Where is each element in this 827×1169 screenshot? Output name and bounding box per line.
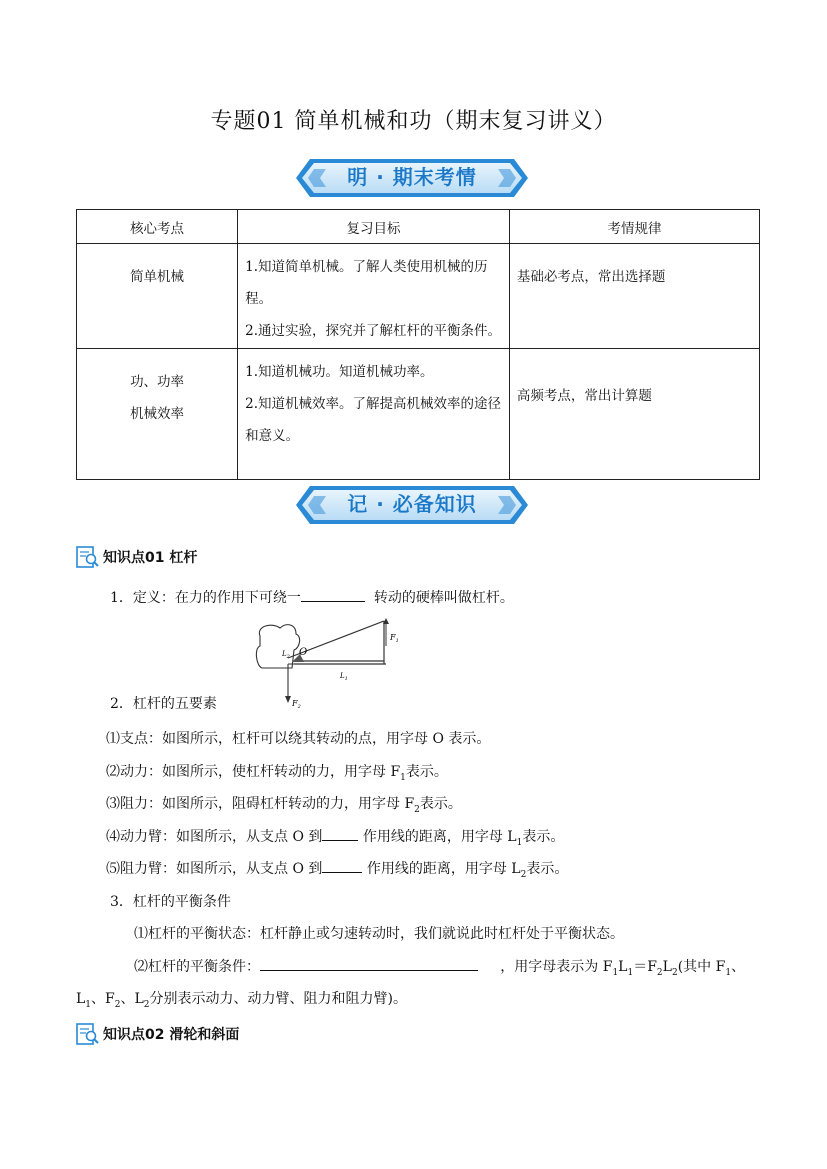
- balance-title: 3．杠杆的平衡条件: [110, 894, 231, 910]
- label-l2: $L_2$: [282, 650, 290, 660]
- table-cell-goal: 1.知道机械功。知道机械功率。: [245, 364, 434, 380]
- banner-title: 记 · 必备知识: [347, 492, 477, 516]
- table-header: 复习目标: [238, 210, 510, 244]
- knowledge-point-heading: [76, 1022, 239, 1046]
- fill-blank[interactable]: [301, 587, 365, 602]
- banner-title: 明 · 期末考情: [347, 165, 477, 189]
- balance-state: ⑴杠杆的平衡状态：杠杆静止或匀速转动时，我们就说此时杠杆处于平衡状态。: [134, 926, 624, 942]
- label-l1: $L_1$: [340, 672, 348, 682]
- definition-line: [110, 587, 514, 607]
- lever-diagram: [252, 618, 412, 710]
- table-cell-topic: 机械效率: [130, 406, 185, 422]
- fill-blank[interactable]: [322, 858, 362, 873]
- label-o: O: [299, 647, 308, 658]
- definition-text: 1．定义：在力的作用下可绕一: [110, 590, 301, 606]
- page-title: 专题01 简单机械和功（期末复习讲义）: [210, 109, 617, 134]
- element-effort-arm: ⑷动力臂：如图所示，从支点 O 到 作用线的距离，用字母 $L_1$表示。: [106, 826, 564, 848]
- table-cell-goal: 2.知道机械效率。了解提高机械效率的途径和意义。: [245, 396, 502, 444]
- balance-condition-cont: $L_1$、$F_2$、$L_2$分别表示动力、动力臂、阻力和阻力臂)。: [76, 991, 407, 1010]
- knowledge-point-title: 知识点02 滑轮和斜面: [103, 1027, 240, 1043]
- element-load: ⑶阻力：如图所示，阻碍杠杆转动的力，用字母 $F_2$表示。: [106, 796, 462, 815]
- table-cell-topic: 功、功率: [130, 374, 185, 390]
- knowledge-point-title: 知识点01 杠杆: [103, 550, 198, 566]
- magnifier-book-icon: [76, 1022, 100, 1046]
- table-cell-pattern: 基础必考点，常出选择题: [516, 269, 666, 285]
- table-row: [77, 244, 760, 349]
- table-cell-goal: 2.通过实验，探究并了解杠杆的平衡条件。: [245, 323, 502, 339]
- element-fulcrum: ⑴支点：如图所示，杠杆可以绕其转动的点，用字母 O 表示。: [106, 731, 491, 747]
- table-cell-pattern: 高频考点，常出计算题: [516, 388, 652, 404]
- fill-blank[interactable]: [260, 956, 478, 971]
- table-cell-goal: 1.知道简单机械。了解人类使用机械的历程。: [245, 259, 488, 307]
- five-elements-title: 2．杠杆的五要素: [110, 696, 217, 712]
- section-banner-knowledge: [296, 482, 528, 528]
- table-header: 考情规律: [509, 210, 759, 244]
- section-banner-exam: [296, 155, 528, 201]
- table-row: [77, 349, 760, 480]
- review-table: [76, 209, 760, 480]
- table-header: 核心考点: [77, 210, 238, 244]
- label-f2: $F_2$: [292, 699, 301, 710]
- label-f1: $F_1$: [390, 633, 399, 644]
- knowledge-point-heading: [76, 545, 197, 569]
- element-effort: ⑵动力：如图所示，使杠杆转动的力，用字母 $F_1$表示。: [106, 764, 448, 783]
- definition-text: 转动的硬棒叫做杠杆。: [373, 590, 514, 606]
- magnifier-book-icon: [76, 545, 100, 569]
- element-load-arm: ⑸阻力臂：如图所示，从支点 O 到 作用线的距离，用字母 $L_2$表示。: [106, 858, 568, 880]
- balance-condition: ⑵杠杆的平衡条件： ，用字母表示为 $F_1L_1=F_2L_2$(其中 $F_1$、: [134, 956, 745, 978]
- table-cell-topic: 简单机械: [130, 269, 185, 285]
- fill-blank[interactable]: [322, 826, 358, 841]
